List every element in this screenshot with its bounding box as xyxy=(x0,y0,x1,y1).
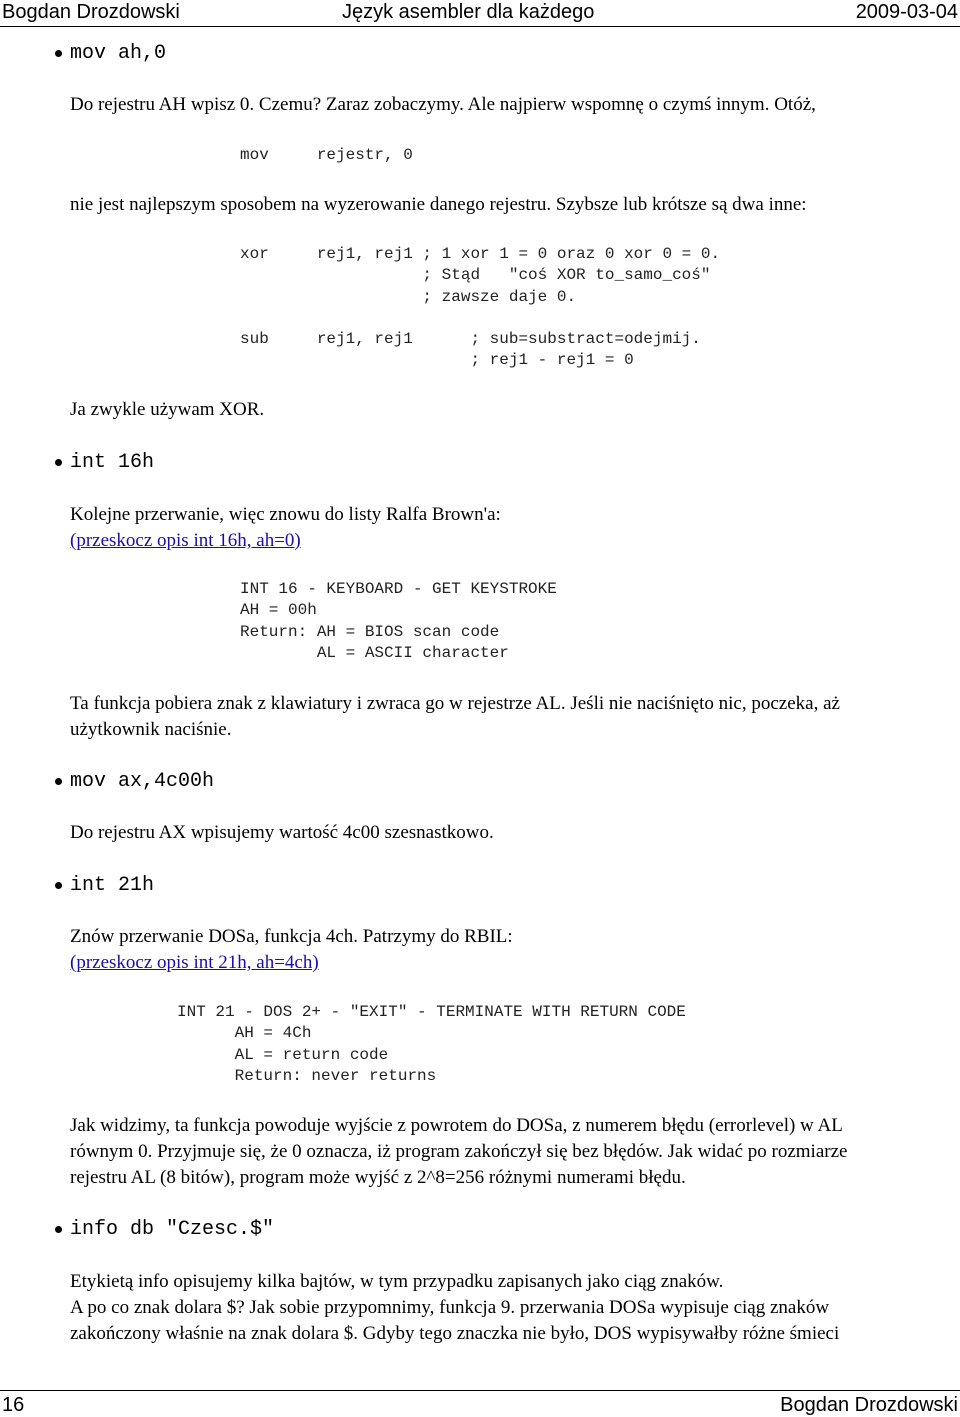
header-date: 2009-03-04 xyxy=(855,1,958,23)
paragraph-8-line-3: rejestru AL (8 bitów), program może wyjść z 2^8=256 różnymi numerami błędu. xyxy=(70,1167,686,1188)
paragraph-4: Kolejne przerwanie, więc znowu do listy Ralfa Brown'a: xyxy=(70,504,501,525)
bullet-icon xyxy=(55,882,62,889)
paragraph-9-line-2: A po co znak dolara $? Jak sobie przypomnimy, funkcja 9. przerwania DOSa wypisuje ciąg znaków xyxy=(70,1297,830,1318)
item-int-21h: int 21h xyxy=(70,874,155,897)
bullet-icon xyxy=(55,50,62,57)
skip-int16-link[interactable]: (przeskocz opis int 16h, ah=0) xyxy=(70,530,301,551)
bullet-icon xyxy=(55,1226,62,1233)
bullet-icon xyxy=(55,459,62,466)
paragraph-8-line-2: równym 0. Przyjmuje się, że 0 oznacza, iż program zakończył się bez błędów. Jak widać po rozmiarze xyxy=(70,1141,848,1162)
header-author: Bogdan Drozdowski xyxy=(2,1,180,23)
item-mov-ah: mov ah,0 xyxy=(70,42,167,65)
paragraph-1: Do rejestru AH wpisz 0. Czemu? Zaraz zobaczymy. Ale najpierw wspomnę o czymś innym. Otóż, xyxy=(70,94,816,115)
bullet-icon xyxy=(55,778,62,785)
paragraph-7: Znów przerwanie DOSa, funkcja 4ch. Patrzymy do RBIL: xyxy=(70,926,513,947)
footer-author: Bogdan Drozdowski xyxy=(780,1394,958,1416)
code-int16-description: INT 16 - KEYBOARD - GET KEYSTROKE AH = 00h Return: AH = BIOS scan code AL = ASCII character xyxy=(240,580,557,662)
paragraph-2: nie jest najlepszym sposobem na wyzerowanie danego rejestru. Szybsze lub krótsze są dwa inne: xyxy=(70,194,807,215)
paragraph-9-line-1: Etykietą info opisujemy kilka bajtów, w tym przypadku zapisanych jako ciąg znaków. xyxy=(70,1271,724,1292)
header-title: Język asembler dla każdego xyxy=(342,1,595,23)
paragraph-8-line-1: Jak widzimy, ta funkcja powoduje wyjście z powrotem do DOSa, z numerem błędu (errorlevel) w AL xyxy=(70,1115,843,1136)
page-header xyxy=(0,0,960,26)
paragraph-6: Do rejestru AX wpisujemy wartość 4c00 szesnastkowo. xyxy=(70,822,494,843)
item-int-16h: int 16h xyxy=(70,451,155,474)
code-int21-description: INT 21 - DOS 2+ - "EXIT" - TERMINATE WITH RETURN CODE AH = 4Ch AL = return code Return: never returns xyxy=(177,1003,686,1085)
paragraph-9-line-3: zakończony właśnie na znak dolara $. Gdyby tego znaczka nie było, DOS wypisywałby różne śmieci xyxy=(70,1323,840,1344)
code-xor-block: xor rej1, rej1 ; 1 xor 1 = 0 oraz 0 xor 0 = 0. ; Stąd "coś XOR to_samo_coś" ; zawsze daje 0. xyxy=(240,245,721,306)
paragraph-3: Ja zwykle używam XOR. xyxy=(70,399,265,420)
page-number: 16 xyxy=(2,1394,25,1416)
item-mov-ax: mov ax,4c00h xyxy=(70,770,215,793)
header-divider xyxy=(0,26,960,27)
item-info-db: info db "Czesc.$" xyxy=(70,1218,275,1241)
footer-divider xyxy=(0,1390,960,1391)
code-sub-block: sub rej1, rej1 ; sub=substract=odejmij. ; rej1 - rej1 = 0 xyxy=(240,330,701,370)
paragraph-5-line-1: Ta funkcja pobiera znak z klawiatury i zwraca go w rejestrze AL. Jeśli nie naciśnięto nic, poczeka, aż xyxy=(70,693,840,714)
code-mov-register: mov rejestr, 0 xyxy=(240,146,413,164)
skip-int21-link[interactable]: (przeskocz opis int 21h, ah=4ch) xyxy=(70,952,319,973)
paragraph-5-line-2: użytkownik naciśnie. xyxy=(70,719,232,740)
